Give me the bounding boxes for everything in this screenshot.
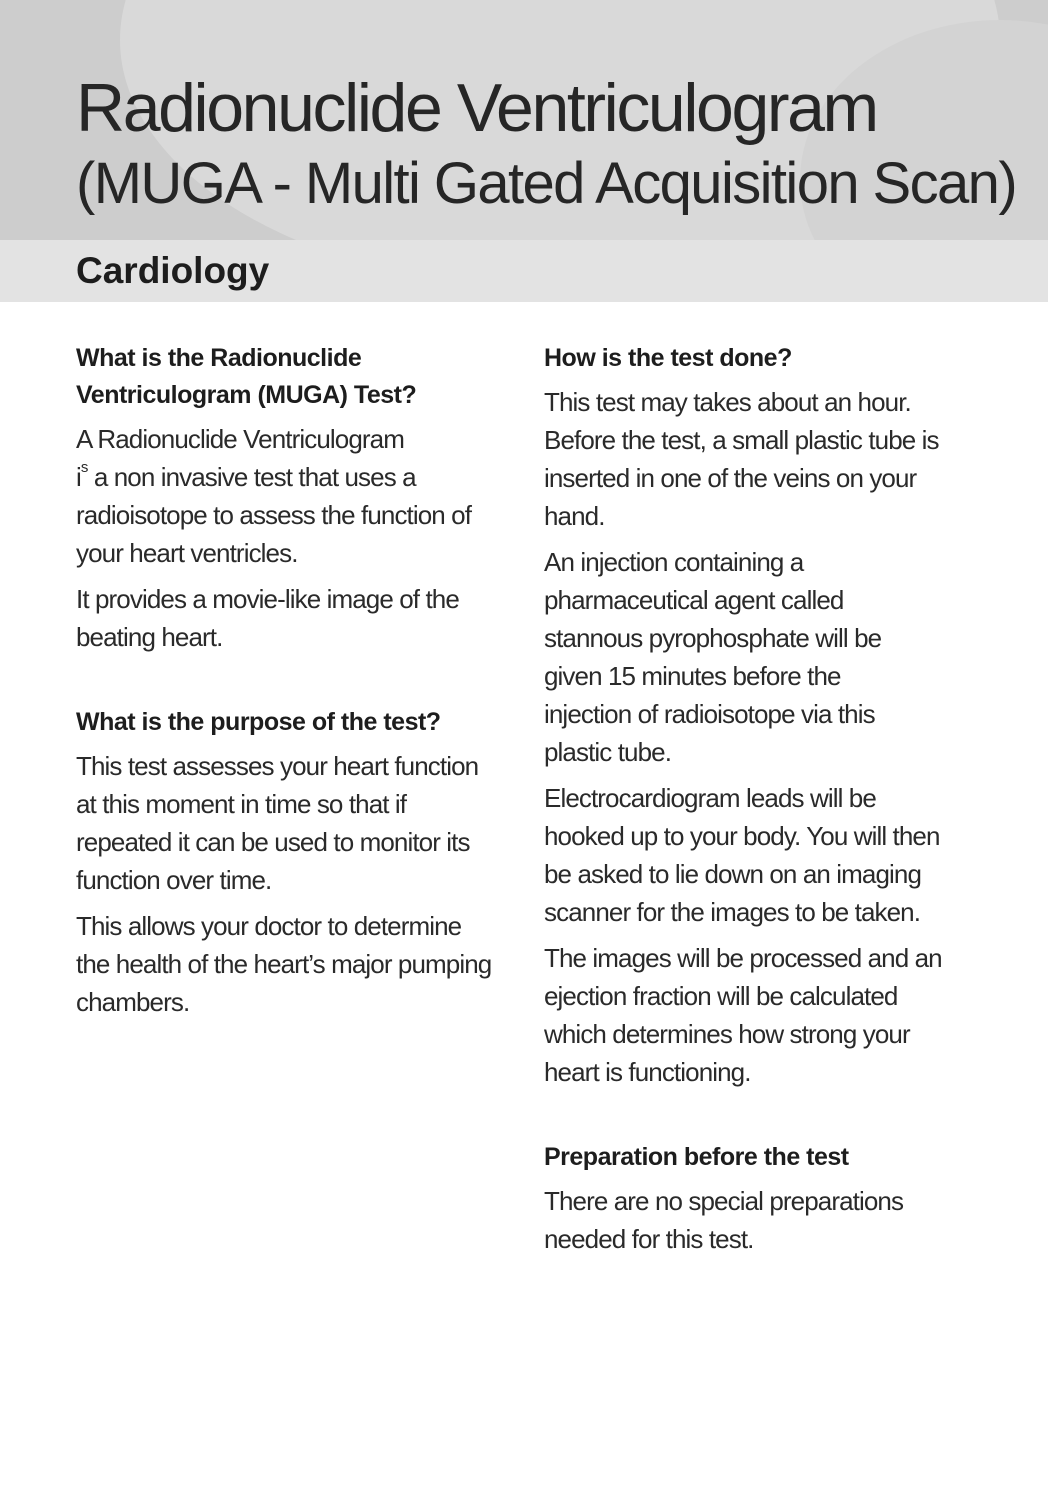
heading-line-2: Ventriculogram (MUGA) Test? (76, 381, 417, 409)
section-heading: Preparation before the test (544, 1143, 849, 1171)
section-what-is-test (76, 340, 516, 656)
paragraph-rest: a non invasive test that uses a radioisotope to assess the function of your heart ventricles. (76, 462, 472, 568)
paragraph: The images will be processed and an ejection fraction will be calculated which determines how strong your heart is functioning. (544, 943, 942, 1087)
section-heading: How is the test done? (544, 344, 792, 372)
paragraph-i-letter: i (76, 462, 81, 492)
section-heading: What is the purpose of the test? (76, 708, 441, 736)
heading-line-1: What is the Radionuclide (76, 344, 362, 372)
paragraph: This allows your doctor to determine the health of the heart’s major pumping chambers. (76, 911, 492, 1017)
paragraph: This test assesses your heart function at this moment in time so that if repeated it can be used to monitor its function over time. (76, 751, 479, 895)
paragraph-line-1: A Radionuclide Ventriculogram (76, 424, 404, 454)
left-column (76, 340, 516, 1029)
department-title: Cardiology (76, 250, 270, 291)
section-heading (76, 340, 516, 414)
paragraph: This test may takes about an hour. Before the test, a small plastic tube is inserted in one of the veins on your hand. (544, 387, 939, 531)
section-how-done (544, 340, 984, 1091)
paragraph: It provides a movie-like image of the beating heart. (76, 584, 459, 652)
header-banner (0, 0, 1048, 240)
section-purpose (76, 704, 516, 1021)
right-column (544, 340, 984, 1266)
superscript-s: s (80, 459, 88, 476)
paragraph: There are no special preparations needed for this test. (544, 1186, 904, 1254)
section-preparation (544, 1139, 984, 1258)
paragraph: Electrocardiogram leads will be hooked up to your body. You will then be asked to lie down on an imaging scanner for the images to be taken. (544, 783, 940, 927)
paragraph: An injection containing a pharmaceutical agent called stannous pyrophosphate will be given 15 minutes before the injection of radioisotope via this plastic tube. (544, 547, 882, 767)
page-title: Radionuclide Ventriculogram (76, 70, 877, 146)
paragraph (76, 420, 496, 572)
department-band (0, 240, 1048, 302)
page-subtitle: (MUGA - Multi Gated Acquisition Scan) (76, 151, 1017, 216)
